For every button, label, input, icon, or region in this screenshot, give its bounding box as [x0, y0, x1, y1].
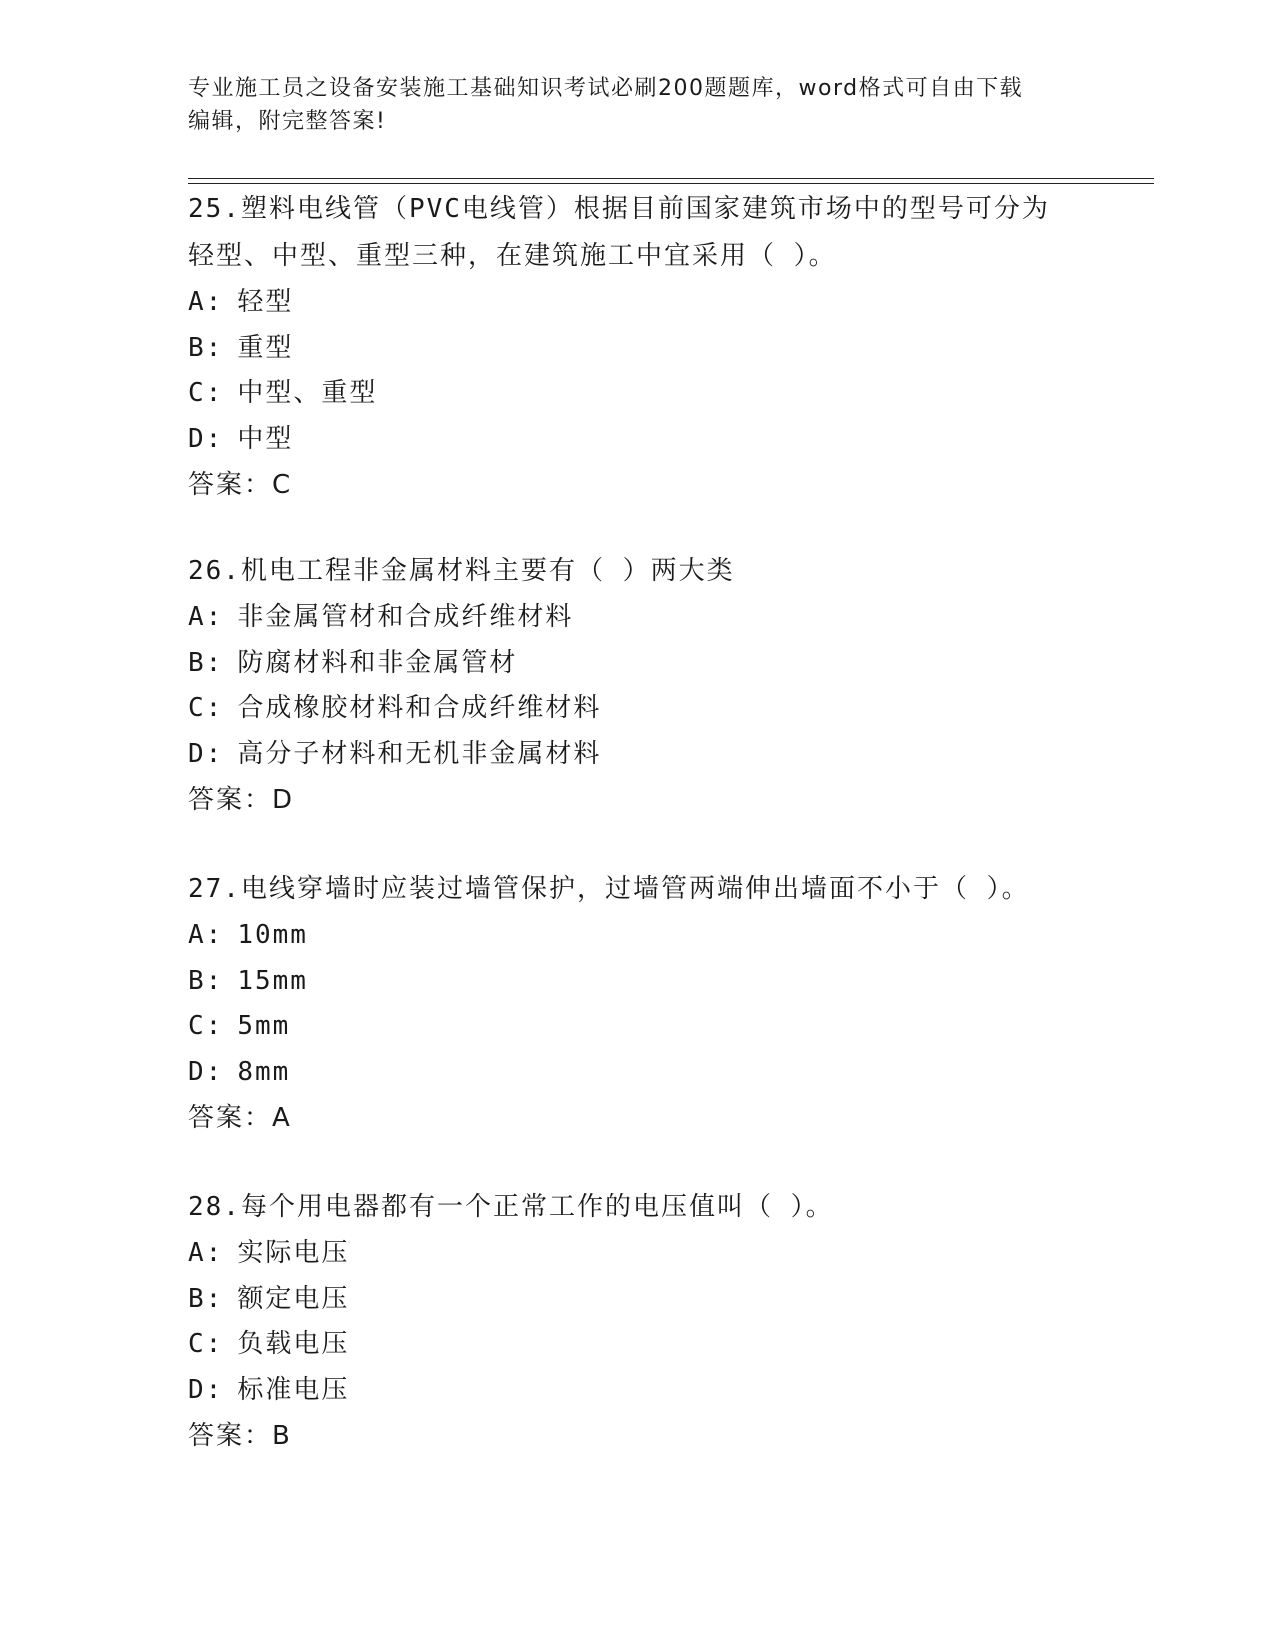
- option-c: [188, 371, 1088, 417]
- option-b: [188, 1277, 1088, 1323]
- header-line-1: 专业施工员之设备安装施工基础知识考试必刷200题题库，word格式可自由下载: [188, 76, 1024, 101]
- header-divider-top: [188, 178, 1154, 179]
- question-stem-line: 轻型、中型、重型三种，在建筑施工中宜采用（ ）。: [188, 241, 837, 271]
- option-key: B:: [188, 647, 224, 678]
- option-key: D:: [188, 1374, 224, 1405]
- option-key: C:: [188, 1329, 224, 1359]
- option-text: 负载电压: [237, 1329, 350, 1359]
- option-c: [188, 686, 1088, 732]
- question-28: [188, 1184, 1088, 1459]
- option-key: B:: [188, 965, 224, 996]
- header-divider-bottom: [188, 183, 1154, 184]
- option-text: 标准电压: [237, 1374, 350, 1405]
- question-25: [188, 186, 1088, 508]
- option-text: 中型: [237, 423, 294, 454]
- question-stem-line: 27.电线穿墙时应装过墙管保护，过墙管两端伸出墙面不小于（ ）。: [188, 874, 1030, 904]
- option-text: 合成橡胶材料和合成纤维材料: [237, 693, 602, 723]
- answer: 答案：A: [188, 1103, 292, 1133]
- option-text: 防腐材料和非金属管材: [237, 647, 518, 678]
- option-d: [188, 1050, 1088, 1096]
- header-line-2: 编辑，附完整答案!: [188, 109, 387, 134]
- option-text: 15mm: [237, 965, 308, 996]
- option-b: [188, 326, 1088, 372]
- option-b: [188, 959, 1088, 1005]
- option-d: [188, 417, 1088, 463]
- option-d: [188, 732, 1088, 778]
- option-key: A:: [188, 1238, 224, 1268]
- option-key: D:: [188, 738, 224, 769]
- option-a: [188, 280, 1088, 326]
- option-key: D:: [188, 1056, 224, 1087]
- option-c: [188, 1004, 1088, 1050]
- option-text: 中型、重型: [237, 378, 378, 408]
- option-key: C:: [188, 378, 224, 408]
- option-key: C:: [188, 1011, 224, 1041]
- question-stem-line: 28.每个用电器都有一个正常工作的电压值叫（ ）。: [188, 1192, 834, 1222]
- option-text: 重型: [237, 332, 294, 363]
- option-text: 5mm: [237, 1011, 291, 1041]
- option-text: 8mm: [237, 1056, 291, 1087]
- option-text: 额定电压: [237, 1283, 350, 1314]
- answer: 答案：C: [188, 470, 293, 500]
- option-key: B:: [188, 332, 224, 363]
- option-c: [188, 1322, 1088, 1368]
- option-text: 实际电压: [237, 1238, 350, 1268]
- option-key: A:: [188, 602, 224, 632]
- option-a: [188, 913, 1088, 959]
- answer: 答案：B: [188, 1421, 292, 1451]
- option-text: 轻型: [237, 287, 294, 317]
- document-header: [188, 72, 1088, 138]
- question-27: [188, 866, 1088, 1141]
- answer: 答案：D: [188, 785, 295, 815]
- option-key: D:: [188, 423, 224, 454]
- question-26: [188, 548, 1088, 823]
- option-key: A:: [188, 920, 224, 950]
- option-text: 10mm: [237, 920, 308, 950]
- option-text: 非金属管材和合成纤维材料: [237, 602, 574, 632]
- option-key: A:: [188, 287, 224, 317]
- option-key: B:: [188, 1283, 224, 1314]
- question-stem-line: 25.塑料电线管（PVC电线管）根据目前国家建筑市场中的型号可分为: [188, 194, 1050, 224]
- option-key: C:: [188, 693, 224, 723]
- option-a: [188, 1231, 1088, 1277]
- option-b: [188, 641, 1088, 687]
- option-d: [188, 1368, 1088, 1414]
- option-a: [188, 595, 1088, 641]
- question-stem-line: 26.机电工程非金属材料主要有（ ）两大类: [188, 556, 735, 586]
- option-text: 高分子材料和无机非金属材料: [237, 738, 602, 769]
